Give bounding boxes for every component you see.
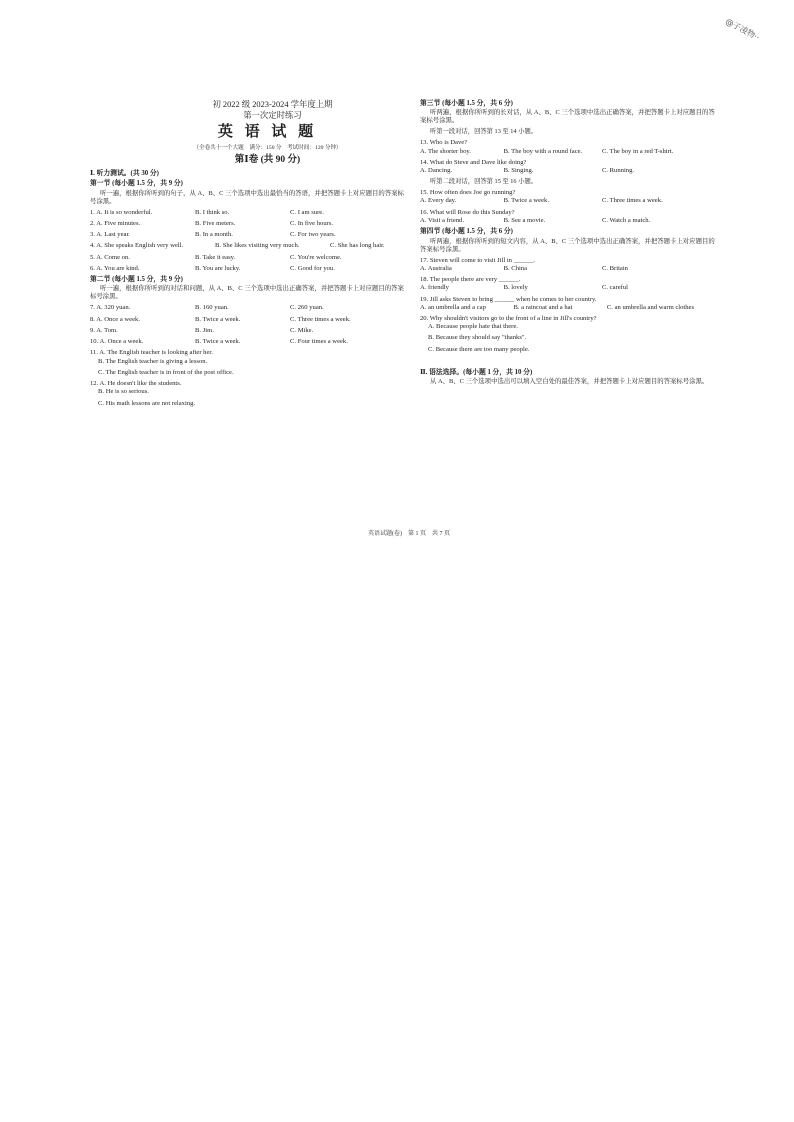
option-b: B. I think so. <box>195 208 230 216</box>
question-17: 17. Steven will come to visit Jill in ______. <box>420 256 536 264</box>
question-row <box>420 265 720 273</box>
question-row <box>90 304 405 312</box>
question-row <box>90 327 405 335</box>
option-a: A. friendly <box>420 284 449 292</box>
section-instructions-4: 听两遍，根据你所听到的短文内容，从 A、B、C 三个选项中选出正确答案，并把答题卡上对应题目的答案标号涂黑。 <box>420 237 715 253</box>
question-row <box>420 167 720 175</box>
option-a: 2. A. Five minutes. <box>90 219 141 227</box>
option-c: C. Three times a week. <box>601 197 663 205</box>
question-row <box>90 231 405 239</box>
option-c: C. Britain <box>601 264 628 272</box>
question-row <box>90 338 405 346</box>
section-heading-2: 第二节 (每小题 1.5 分，共 9 分) <box>90 275 183 283</box>
question-row <box>90 242 405 250</box>
part-heading-listening: Ⅰ. 听力测试。(共 30 分) <box>90 169 159 177</box>
option-b: B. In a month. <box>195 231 233 239</box>
option-a: 6. A. You are kind. <box>90 264 140 272</box>
section-heading-1: 第一节 (每小题 1.5 分，共 9 分) <box>90 180 183 188</box>
option-c: C. 260 yuan. <box>290 304 324 312</box>
dialogue-note-1: 听第一段对话，回答第 13 至 14 小题。 <box>430 128 538 136</box>
question-row <box>90 220 405 228</box>
question-20-option-c: C. Because there are too many people. <box>428 345 530 353</box>
question-15: 15. How often does Joe go running? <box>420 189 516 197</box>
option-b: B. a raincoat and a hat <box>513 303 573 311</box>
option-c: C. For two years. <box>290 231 336 239</box>
option-a: 1. A. It is so wonderful. <box>90 208 153 216</box>
option-a: 10. A. Once a week. <box>90 338 144 346</box>
question-row <box>420 284 720 292</box>
option-b: B. She likes visiting very much. <box>215 242 300 250</box>
question-16: 16. What will Rose do this Sunday? <box>420 208 515 216</box>
option-b: B. You are lucky. <box>195 264 241 272</box>
question-20-option-b: B. Because they should say "thanks". <box>428 334 527 342</box>
option-b: B. lovely <box>503 284 528 292</box>
question-row <box>90 316 405 324</box>
option-b: B. The boy with a round face. <box>503 147 583 155</box>
option-a: A. Visit a friend. <box>420 216 464 224</box>
question-11-option-c: C. The English teacher is in front of the post office. <box>98 368 234 376</box>
option-a: A. Dancing. <box>420 167 453 175</box>
question-14: 14. What do Steve and Dave like doing? <box>420 158 527 166</box>
option-a: A. Every day. <box>420 197 457 205</box>
option-b: B. Take it easy. <box>195 253 236 261</box>
section-instructions-1: 听一遍，根据你所听到的句子，从 A、B、C 三个选项中选出最恰当的答语，并把答题卡上对应题目的答案标号涂黑。 <box>90 189 404 205</box>
question-12-option-c: C. His math lessons are not relaxing. <box>98 399 196 407</box>
option-c: C. Good for you. <box>290 264 335 272</box>
option-b: B. China <box>503 264 528 272</box>
option-c: C. Four times a week. <box>290 338 348 346</box>
question-11-option-b: B. The English teacher is giving a lesson. <box>98 357 208 365</box>
option-c: C. She has long hair. <box>330 242 385 250</box>
option-a: 4. A. She speaks English very well. <box>90 242 184 250</box>
option-a: 9. A. Tom. <box>90 326 118 334</box>
option-a: 3. A. Last year. <box>90 231 130 239</box>
question-row <box>420 148 720 156</box>
option-a: 7. A. 320 yuan. <box>90 304 131 312</box>
option-b: B. See a movie. <box>503 216 546 224</box>
option-b: B. Jim. <box>195 326 214 334</box>
option-c: C. Mike. <box>290 326 314 334</box>
question-13: 13. Who is Dave? <box>420 139 468 147</box>
option-b: B. Singing. <box>503 167 534 175</box>
question-row <box>420 304 720 312</box>
question-11-option-a: 11. A. The English teacher is looking after her. <box>90 349 213 357</box>
page-footer: 英语试题(卷) 第 1 页 共 7 页 <box>368 531 450 537</box>
question-19: 19. Jill asks Steven to bring ______ when he comes to her country. <box>420 295 597 303</box>
part-heading-grammar: Ⅱ. 语法选择。(每小题 1 分，共 10 分) <box>420 368 533 376</box>
exam-year-line: 初 2022 级 2023-2024 学年度上期 <box>212 100 333 109</box>
exam-name-line: 第一次定时练习 <box>243 110 302 120</box>
option-a: 5. A. Come on. <box>90 253 130 261</box>
watermark-text: @子凌物·· <box>724 16 762 43</box>
option-c: C. I am sure. <box>290 208 324 216</box>
question-row <box>90 209 405 217</box>
option-a: 8. A. Once a week. <box>90 315 140 323</box>
option-c: C. You're welcome. <box>290 253 342 261</box>
exam-note: （全卷共十一个大题 满分：150 分 考试时间：120 分钟） <box>193 144 342 151</box>
section-instructions-3: 听两遍，根据你所听到的长对话，从 A、B、C 三个选项中选出正确答案，并把答题卡上对应题目的答案标号涂黑。 <box>420 109 715 125</box>
question-12-option-a: 12. A. He doesn't like the students. <box>90 380 182 388</box>
option-a: A. The shorter boy. <box>420 147 471 155</box>
option-c: C. an umbrella and warm clothes <box>606 303 695 311</box>
option-c: C. Running. <box>601 167 635 175</box>
question-20-option-a: A. Because people hate that there. <box>428 323 518 331</box>
option-b: B. 160 yuan. <box>195 304 229 312</box>
question-row <box>420 217 720 225</box>
section-heading-3: 第三节 (每小题 1.5 分，共 6 分) <box>420 100 513 107</box>
section-instructions-2: 听一遍，根据你所听到的对话和问题，从 A、B、C 三个选项中选出正确答案，并把答题卡上对应题目的答案标号涂黑。 <box>90 285 404 301</box>
page-title: 英 语 试 题 <box>217 124 318 140</box>
right-column <box>420 98 720 389</box>
option-c: C. careful <box>601 284 628 292</box>
option-c: C. In five hours. <box>290 219 334 227</box>
option-c: C. Watch a match. <box>601 216 651 224</box>
volume-heading: 第Ⅰ卷 (共 90 分) <box>234 154 301 165</box>
question-12-option-b: B. He is so serious. <box>98 388 149 396</box>
question-20: 20. Why shouldn't visitors go to the front of a line in Jill's country? <box>420 314 597 322</box>
left-column <box>90 100 405 411</box>
dialogue-note-2: 听第二段对话，回答第 15 至 16 小题。 <box>430 178 538 186</box>
option-b: B. Twice a week. <box>503 197 549 205</box>
option-a: A. Australia <box>420 264 452 272</box>
option-b: B. Twice a week. <box>195 338 241 346</box>
question-row <box>420 197 720 205</box>
part-instructions-grammar: 从 A、B、C 三个选项中选出可以填入空白处的最佳答案，并把答题卡上对应题目的答案标号涂黑。 <box>430 378 709 386</box>
section-heading-4: 第四节 (每小题 1.5 分，共 6 分) <box>420 228 513 236</box>
option-c: C. Three times a week. <box>290 315 351 323</box>
question-row <box>90 254 405 262</box>
question-18: 18. The people there are very ______. <box>420 276 521 284</box>
option-b: B. Twice a week. <box>195 315 241 323</box>
question-row <box>90 265 405 273</box>
option-b: B. Five meters. <box>195 219 236 227</box>
option-c: C. The boy in a red T-shirt. <box>601 147 674 155</box>
option-a: A. an umbrella and a cap <box>420 303 486 311</box>
